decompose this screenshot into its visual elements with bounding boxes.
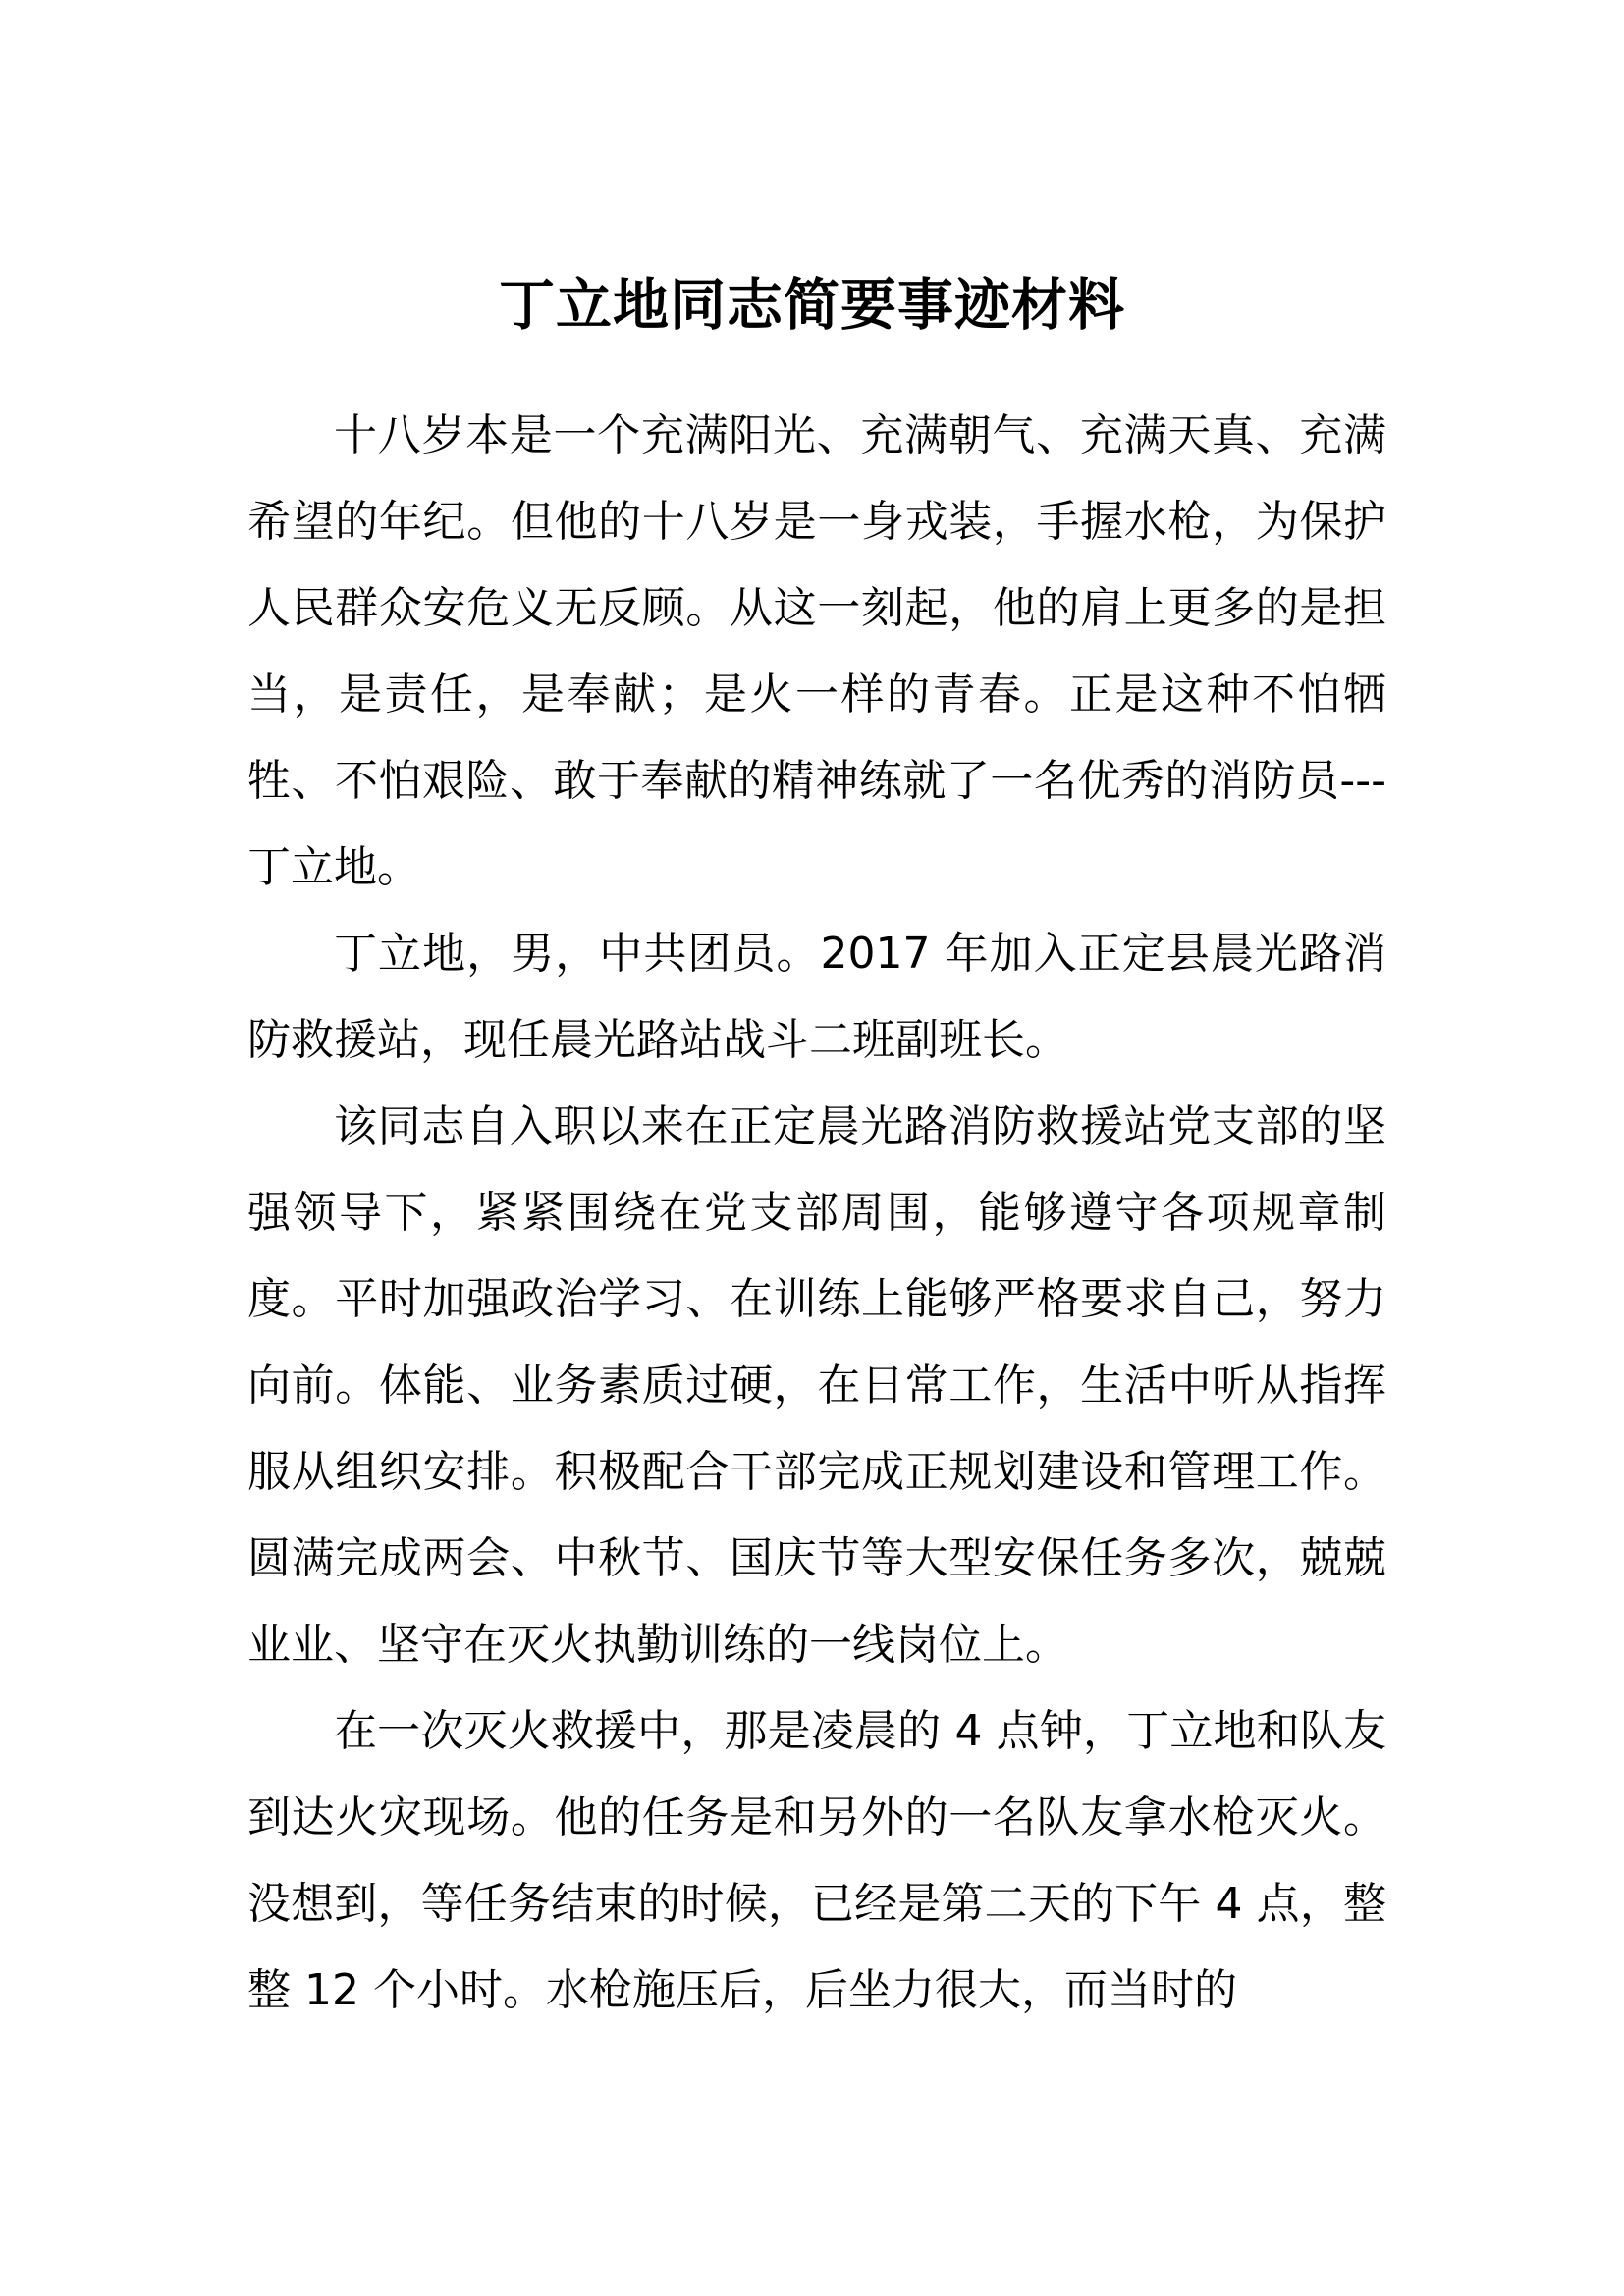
- document-body: [247, 393, 1386, 2034]
- paragraph-intro: 十八岁本是一个充满阳光、充满朝气、充满天真、充满希望的年纪。但他的十八岁是一身戎装，手握水枪，为保护人民群众安危义无反顾。从这一刻起，他的肩上更多的是担当，是责任，是奉献；是火一样的青春。正是这种不怕牺牲、不怕艰险、敢于奉献的精神练就了一名优秀的消防员---丁立地。: [247, 410, 1386, 892]
- paragraph-rescue-story: 在一次灭火救援中，那是凌晨的 4 点钟，丁立地和队友到达火灾现场。他的任务是和另外的一名队友拿水枪灭火。没想到，等任务结束的时候，已经是第二天的下午 4 点，整整 12 个小时。水枪施压后，后坐力很大，而当时的: [247, 1706, 1386, 2015]
- paragraph-service-record: 该同志自入职以来在正定晨光路消防救援站党支部的坚强领导下，紧紧围绕在党支部周围，能够遵守各项规章制度。平时加强政治学习、在训练上能够严格要求自己，努力向前。体能、业务素质过硬，在日常工作，生活中听从指挥服从组织安排。积极配合干部完成正规划建设和管理工作。圆满完成两会、中秋节、国庆节等大型安保任务多次，兢兢业业、坚守在灭火执勤训练的一线岗位上。: [247, 1101, 1386, 1670]
- document-title: 丁立地同志简要事迹材料: [499, 272, 1125, 338]
- paragraph-profile: 丁立地，男，中共团员。2017 年加入正定县晨光路消防救援站，现任晨光路站战斗二班副班长。: [247, 929, 1386, 1065]
